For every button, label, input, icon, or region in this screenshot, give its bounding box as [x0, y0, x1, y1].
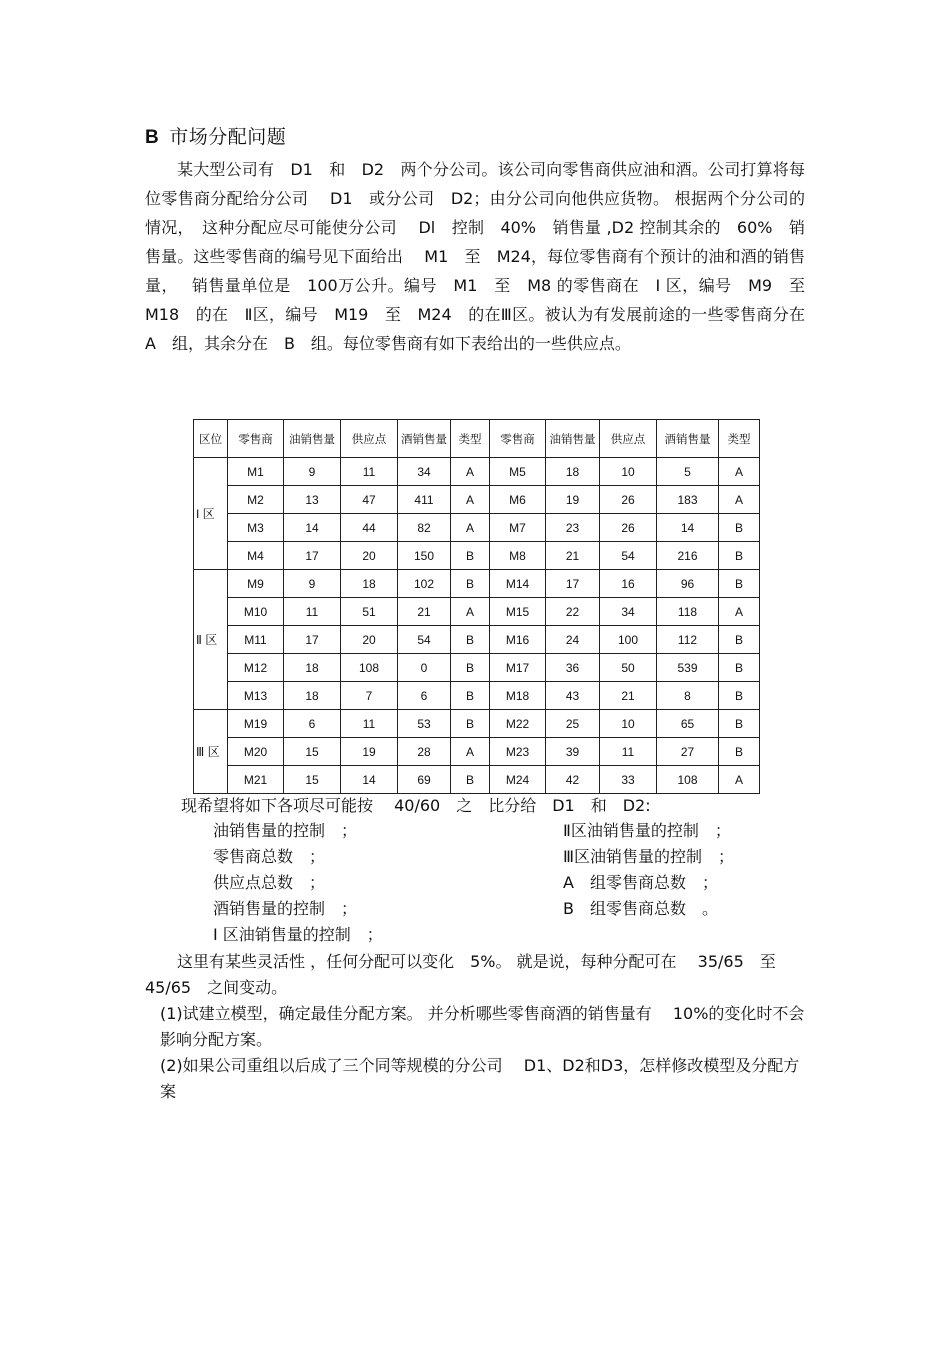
table-cell: B [719, 738, 760, 766]
table-cell: M9 [228, 570, 284, 598]
table-cell: 69 [398, 766, 451, 794]
table-cell: M10 [228, 598, 284, 626]
table-cell: B [719, 682, 760, 710]
table-header-cell: 零售商 [490, 420, 546, 458]
table-cell: 34 [398, 458, 451, 486]
table-cell: B [719, 710, 760, 738]
table-cell: 28 [398, 738, 451, 766]
table-cell: 18 [546, 458, 600, 486]
table-cell: 14 [341, 766, 398, 794]
table-cell: 54 [398, 626, 451, 654]
table-cell: 36 [546, 654, 600, 682]
table-cell: 22 [546, 598, 600, 626]
zone-cell: Ⅱ 区 [194, 570, 228, 710]
table-cell: M12 [228, 654, 284, 682]
table-cell: 216 [657, 542, 719, 570]
table-row [194, 486, 760, 514]
table-cell: M4 [228, 542, 284, 570]
intro-paragraph: 某大型公司有 D1 和 D2 两个分公司。该公司向零售商供应油和酒。公司打算将每位零售商分配给分公司 D1 或分公司 D2；由分公司向他供应货物。 根据两个分公司的情况， 这种分配应尽可能使分公司 Dl 控制 40% 销售量 ,D2 控制其余的 60% 销售量。这些零售商的编号见下面给出 M1 至 M24，每位零售商有个预计的油和酒的销售量， 销售量单位是 100万公升。编号 M1 至 M8 的零售商在 I 区，编号 M9 至 M18 的在 Ⅱ区，编号 M19 至 M24 的在Ⅲ区。被认为有发展前途的一些零售商分在 A 组，其余分在 B 组。每位零售商有如下表给出的一些供应点。 [145, 160, 827, 353]
table-cell: 6 [398, 682, 451, 710]
table-cell: A [451, 738, 490, 766]
table-cell: 7 [341, 682, 398, 710]
goal-list-left [213, 818, 383, 948]
table-header-cell: 供应点 [341, 420, 398, 458]
question-1: (1)试建立模型，确定最佳分配方案。 并分析哪些零售商酒的销售量有 10%的变化时不会影响分配方案。 [160, 1004, 805, 1049]
question-2: (2)如果公司重组以后成了三个同等规模的分公司 D1、D2和D3，怎样修改模型及分配方案 [160, 1056, 800, 1101]
table-cell: A [719, 598, 760, 626]
table-cell: 5 [657, 458, 719, 486]
table-cell: M15 [490, 598, 546, 626]
table-cell: 24 [546, 626, 600, 654]
table-cell: 25 [546, 710, 600, 738]
table-header-cell: 供应点 [600, 420, 657, 458]
table-cell: 17 [284, 626, 341, 654]
table-cell: 26 [600, 514, 657, 542]
table-cell: 183 [657, 486, 719, 514]
table-row [194, 458, 760, 486]
retailer-table [193, 419, 760, 794]
table-row [194, 682, 760, 710]
table-row [194, 654, 760, 682]
table-row [194, 570, 760, 598]
table-cell: 6 [284, 710, 341, 738]
table-row [194, 542, 760, 570]
table-cell: 539 [657, 654, 719, 682]
table-cell: A [719, 766, 760, 794]
table-cell: 33 [600, 766, 657, 794]
table-cell: 17 [546, 570, 600, 598]
goal-item: 供应点总数 ； [213, 873, 326, 892]
table-cell: M20 [228, 738, 284, 766]
table-cell: M1 [228, 458, 284, 486]
table-cell: 96 [657, 570, 719, 598]
zone-cell: Ⅲ 区 [194, 710, 228, 794]
table-cell: 112 [657, 626, 719, 654]
table-cell: A [451, 598, 490, 626]
table-header-cell: 区位 [194, 420, 228, 458]
table-cell: B [451, 626, 490, 654]
table-cell: 18 [284, 654, 341, 682]
table-row [194, 766, 760, 794]
table-cell: 42 [546, 766, 600, 794]
table-cell: 20 [341, 626, 398, 654]
table-cell: M7 [490, 514, 546, 542]
table-cell: B [451, 682, 490, 710]
table-cell: 21 [398, 598, 451, 626]
table-cell: 34 [600, 598, 657, 626]
heading-text: 市场分配问题 [169, 126, 287, 148]
table-cell: 27 [657, 738, 719, 766]
table-cell: 17 [284, 542, 341, 570]
table-cell: 20 [341, 542, 398, 570]
table-cell: 15 [284, 738, 341, 766]
table-cell: B [451, 710, 490, 738]
table-cell: 39 [546, 738, 600, 766]
table-cell: A [719, 486, 760, 514]
table-header-cell: 类型 [451, 420, 490, 458]
table-cell: B [451, 654, 490, 682]
table-cell: 118 [657, 598, 719, 626]
table-row [194, 514, 760, 542]
table-header-row [194, 420, 760, 458]
goal-item: 酒销售量的控制 ； [213, 899, 358, 918]
table-cell: 65 [657, 710, 719, 738]
table-cell: 100 [600, 626, 657, 654]
table-cell: M14 [490, 570, 546, 598]
table-cell: 26 [600, 486, 657, 514]
table-cell: 411 [398, 486, 451, 514]
table-cell: 13 [284, 486, 341, 514]
table-cell: 19 [546, 486, 600, 514]
table-cell: 43 [546, 682, 600, 710]
table-cell: 10 [600, 458, 657, 486]
table-cell: 108 [341, 654, 398, 682]
table-cell: M23 [490, 738, 546, 766]
table-cell: M16 [490, 626, 546, 654]
table-cell: M17 [490, 654, 546, 682]
table-cell: 23 [546, 514, 600, 542]
table-cell: A [451, 458, 490, 486]
table-cell: M24 [490, 766, 546, 794]
table-cell: A [451, 514, 490, 542]
table-cell: A [451, 486, 490, 514]
table-cell: 11 [341, 458, 398, 486]
zone-cell: I 区 [194, 458, 228, 570]
table-cell: M13 [228, 682, 284, 710]
table-cell: 18 [341, 570, 398, 598]
table-header-cell: 酒销售量 [657, 420, 719, 458]
goal-list-right [563, 818, 734, 922]
table-cell: B [719, 514, 760, 542]
section-heading [145, 122, 286, 149]
table-cell: 11 [284, 598, 341, 626]
table-cell: B [451, 542, 490, 570]
table-header-cell: 油销售量 [546, 420, 600, 458]
table-cell: 11 [600, 738, 657, 766]
table-cell: B [719, 626, 760, 654]
table-cell: M8 [490, 542, 546, 570]
table-row [194, 738, 760, 766]
table-cell: 16 [600, 570, 657, 598]
goal-item: 零售商总数 ； [213, 847, 326, 866]
table-cell: 10 [600, 710, 657, 738]
table-cell: 9 [284, 458, 341, 486]
table-cell: B [719, 542, 760, 570]
table-cell: M11 [228, 626, 284, 654]
table-cell: 21 [546, 542, 600, 570]
table-cell: 18 [284, 682, 341, 710]
table-cell: 44 [341, 514, 398, 542]
table-cell: M5 [490, 458, 546, 486]
table-cell: M19 [228, 710, 284, 738]
table-cell: 51 [341, 598, 398, 626]
table-cell: 14 [284, 514, 341, 542]
table-row [194, 710, 760, 738]
table-cell: 150 [398, 542, 451, 570]
table-cell: 14 [657, 514, 719, 542]
table-cell: 19 [341, 738, 398, 766]
table-cell: 53 [398, 710, 451, 738]
table-cell: 102 [398, 570, 451, 598]
heading-letter: B [145, 127, 160, 148]
table-cell: B [719, 654, 760, 682]
table-cell: 8 [657, 682, 719, 710]
table-cell: 0 [398, 654, 451, 682]
table-cell: A [719, 458, 760, 486]
table-row [194, 626, 760, 654]
goal-item: Ⅲ区油销售量的控制 ； [563, 847, 735, 866]
table-cell: M21 [228, 766, 284, 794]
table-cell: 15 [284, 766, 341, 794]
table-cell: 108 [657, 766, 719, 794]
table-header-cell: 零售商 [228, 420, 284, 458]
goal-item: 油销售量的控制 ； [213, 821, 358, 840]
table-cell: M6 [490, 486, 546, 514]
table-cell: 21 [600, 682, 657, 710]
table-cell: 11 [341, 710, 398, 738]
table-cell: M22 [490, 710, 546, 738]
table-cell: 50 [600, 654, 657, 682]
goal-item: A 组零售商总数 ； [563, 873, 718, 892]
table-cell: 82 [398, 514, 451, 542]
table-header-cell: 酒销售量 [398, 420, 451, 458]
table-header-cell: 类型 [719, 420, 760, 458]
table-cell: 9 [284, 570, 341, 598]
table-cell: M3 [228, 514, 284, 542]
table-cell: M2 [228, 486, 284, 514]
table-cell: 54 [600, 542, 657, 570]
table-row [194, 598, 760, 626]
goal-intro: 现希望将如下各项尽可能按 40/60 之 比分给 D1 和 D2: [181, 796, 651, 815]
goal-item: B 组零售商总数 。 [563, 899, 718, 918]
table-cell: B [451, 570, 490, 598]
goal-item: I 区油销售量的控制 ； [213, 925, 383, 944]
table-cell: M18 [490, 682, 546, 710]
table-cell: 47 [341, 486, 398, 514]
flexibility-paragraph: 这里有某些灵活性 ，任何分配可以变化 5%。 就是说，每种分配可在 35/65 至 45/65 之间变动。 [145, 952, 792, 997]
goal-item: Ⅱ区油销售量的控制 ； [563, 821, 731, 840]
table-header-cell: 油销售量 [284, 420, 341, 458]
table-cell: B [719, 570, 760, 598]
table-cell: B [451, 766, 490, 794]
